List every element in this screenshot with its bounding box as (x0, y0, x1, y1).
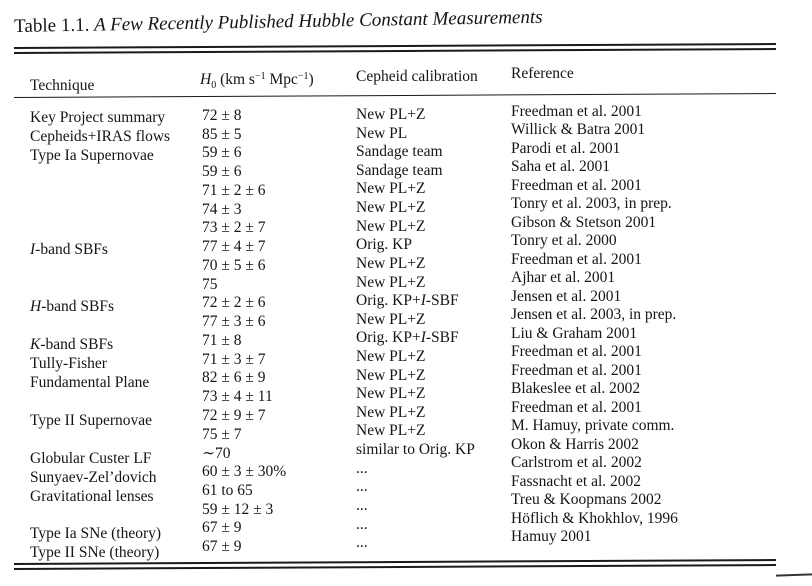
cell-h0: 71 ± 2 ± 6 (202, 181, 266, 199)
cell-technique: Gravitational lenses (30, 487, 154, 505)
cell-technique: Key Project summary (30, 109, 166, 126)
table-row (0, 176, 812, 200)
cell-reference: Carlstrom et al. 2002 (511, 454, 642, 472)
table-row (0, 139, 812, 164)
cell-h0: 72 ± 9 ± 7 (202, 406, 266, 424)
cell-calibration: New PL (356, 124, 408, 142)
cell-reference: Treu & Koopmans 2002 (511, 491, 662, 509)
cell-calibration: Orig. KP+I-SBF (356, 329, 459, 347)
table-row (0, 121, 812, 145)
cell-reference: Gibson & Stetson 2001 (511, 213, 657, 231)
cell-h0: 73 ± 4 ± 11 (202, 388, 273, 406)
cell-h0: 60 ± 3 ± 30% (202, 463, 287, 481)
cell-calibration: New PL+Z (356, 273, 426, 291)
cell-calibration: New PL+Z (356, 403, 426, 421)
cell-reference: Freedman et al. 2001 (511, 103, 642, 120)
table-row (0, 158, 812, 181)
cell-technique: Type II SNe (theory) (30, 544, 160, 562)
cell-calibration: Sandage team (356, 143, 443, 161)
cell-calibration: Sandage team (356, 161, 443, 179)
cell-h0: 75 ± 7 (202, 425, 242, 443)
header-calibration: Cepheid calibration (356, 68, 478, 85)
cell-h0: 77 ± 3 ± 6 (202, 313, 266, 331)
cell-technique: Type II Supernovae (30, 411, 153, 429)
cell-calibration: ... (356, 459, 368, 477)
caption-title: A Few Recently Published Hubble Constant Measurements (93, 6, 543, 36)
cell-calibration: ... (356, 534, 368, 552)
cell-reference: Freedman et al. 2001 (511, 176, 642, 194)
cell-h0: 77 ± 4 ± 7 (202, 238, 266, 256)
caption-label: Table 1.1. (14, 14, 90, 37)
cell-reference: Freedman et al. 2001 (511, 361, 642, 379)
header-reference: Reference (511, 65, 574, 82)
top-rule-2 (14, 48, 776, 54)
cell-reference: Okon & Harris 2002 (511, 435, 639, 453)
cell-h0: 72 ± 2 ± 6 (202, 294, 266, 312)
cell-calibration: New PL+Z (356, 106, 426, 123)
cell-reference: Hamuy 2001 (511, 528, 592, 546)
cell-h0: 59 ± 6 (202, 144, 242, 162)
cell-reference: Freedman et al. 2001 (511, 343, 642, 361)
cell-calibration: similar to Orig. KP (356, 441, 475, 459)
cell-reference: Freedman et al. 2001 (511, 250, 642, 268)
cell-calibration: Orig. KP (356, 236, 412, 254)
cell-h0: 59 ± 6 (202, 163, 242, 181)
cell-technique: Tully-Fisher (30, 355, 107, 373)
cell-calibration: New PL+Z (356, 199, 426, 217)
header-h0: $H_0$ (km $s^{-1}$ Mpc$^{-1}$) (200, 71, 314, 92)
cell-reference: Jensen et al. 2001 (511, 287, 622, 305)
cell-reference: Parodi et al. 2001 (511, 139, 621, 157)
cell-reference: Tonry et al. 2000 (511, 232, 617, 250)
cell-calibration: ... (356, 515, 368, 533)
cell-calibration: ... (356, 478, 368, 496)
cell-h0: 82 ± 6 ± 9 (202, 369, 266, 387)
cell-reference: Ajhar et al. 2001 (511, 269, 616, 287)
cell-h0: 73 ± 2 ± 7 (202, 219, 266, 237)
cell-calibration: Orig. KP+I-SBF (356, 292, 459, 310)
cell-calibration: New PL+Z (356, 385, 426, 403)
table-caption (14, 7, 543, 38)
cell-reference: Willick & Batra 2001 (511, 121, 646, 139)
cell-technique: Fundamental Plane (30, 373, 150, 391)
cell-h0: 67 ± 9 (202, 519, 242, 537)
cell-reference: Freedman et al. 2001 (511, 398, 642, 416)
cell-reference: Saha et al. 2001 (511, 158, 611, 176)
table-row (0, 435, 812, 467)
cell-h0: 70 ± 5 ± 6 (202, 256, 266, 274)
cell-calibration: New PL+Z (356, 180, 426, 198)
cell-calibration: New PL+Z (356, 422, 426, 440)
cell-calibration: ... (356, 496, 368, 514)
cell-calibration: New PL+Z (356, 254, 426, 272)
cell-calibration: New PL+Z (356, 366, 426, 384)
bottom-rule-2 (14, 564, 776, 570)
cell-h0: 67 ± 9 (202, 538, 242, 556)
cell-technique: Globular Custer LF (30, 449, 152, 467)
cell-technique: Sunyaev-Zel’dovich (30, 468, 157, 486)
cell-calibration: New PL+Z (356, 217, 426, 235)
header-rule (14, 93, 776, 98)
cell-h0: 71 ± 8 (202, 331, 242, 349)
cell-technique: Type Ia SNe (theory) (30, 525, 162, 543)
cell-h0: 61 to 65 (202, 481, 253, 499)
cell-reference: Höflich & Khokhlov, 1996 (511, 509, 678, 527)
table-row (0, 103, 812, 126)
cell-h0: 71 ± 3 ± 7 (202, 350, 266, 368)
cell-reference: M. Hamuy, private comm. (511, 417, 675, 435)
cell-technique: K-band SBFs (30, 336, 114, 354)
cell-h0: 75 (202, 275, 218, 293)
cell-reference: Blakeslee et al. 2002 (511, 380, 641, 398)
cell-calibration: New PL+Z (356, 347, 426, 365)
header-technique: Technique (30, 77, 95, 94)
cell-reference: Jensen et al. 2003, in prep. (511, 306, 677, 324)
cell-h0: 59 ± 12 ± 3 (202, 500, 274, 518)
cell-reference: Liu & Graham 2001 (511, 324, 638, 342)
cell-h0: 85 ± 5 (202, 125, 242, 143)
scan-edge-mark (776, 573, 812, 576)
table-row (0, 213, 812, 237)
cell-h0: ∼70 (202, 445, 231, 463)
cell-h0: 72 ± 8 (202, 107, 242, 124)
cell-calibration: New PL+Z (356, 310, 426, 328)
cell-technique: Type Ia Supernovae (30, 146, 154, 164)
cell-technique: H-band SBFs (30, 298, 114, 316)
cell-technique: I-band SBFs (30, 241, 108, 259)
cell-reference: Tonry et al. 2003, in prep. (511, 195, 672, 213)
table-row (0, 195, 812, 219)
cell-reference: Fassnacht et al. 2002 (511, 472, 642, 490)
cell-technique: Cepheids+IRAS flows (30, 127, 171, 145)
cell-h0: 74 ± 3 (202, 200, 242, 218)
